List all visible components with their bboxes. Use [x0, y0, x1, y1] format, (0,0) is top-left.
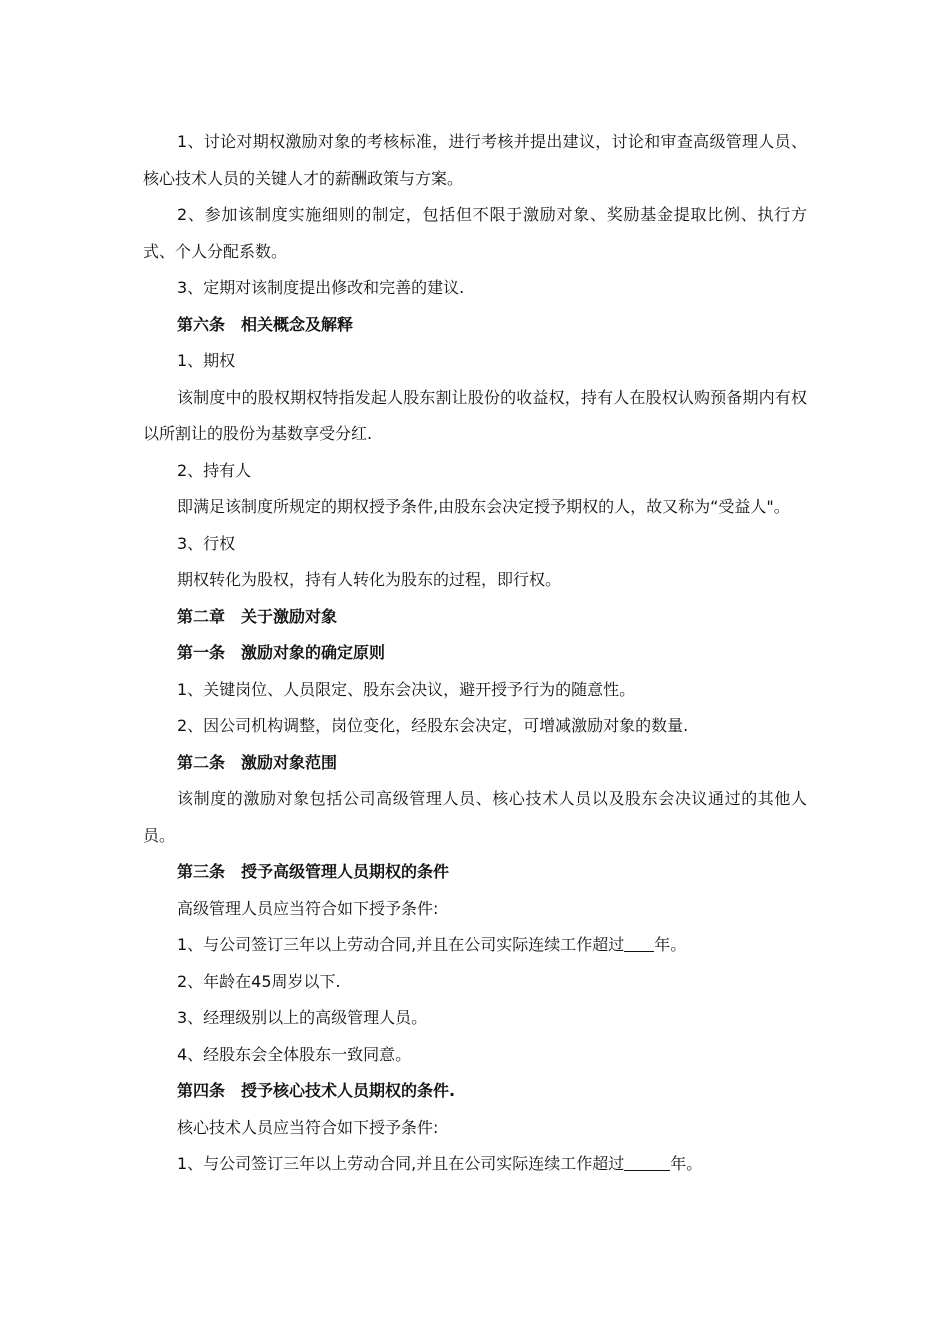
section-heading: 第六条 相关概念及解释 [177, 314, 354, 334]
paragraph: 核心技术人员应当符合如下授予条件: [177, 1117, 439, 1137]
paragraph: 即满足该制度所规定的期权授予条件,由股东会决定授予期权的人，故又称为“受益人"。 [177, 497, 790, 516]
paragraph: 2、因公司机构调整，岗位变化，经股东会决定，可增减激励对象的数量. [177, 716, 689, 735]
section-heading: 第四条 授予核心技术人员期权的条件. [177, 1081, 456, 1100]
paragraph: 2、参加该制度实施细则的制定，包括但不限于激励对象、奖励基金提取比例、执行方式、个人分配系数。 [143, 205, 807, 261]
paragraph: 2、持有人 [177, 460, 252, 480]
paragraph: 2、年龄在45周岁以下. [177, 971, 341, 991]
paragraph-with-blank [143, 927, 807, 964]
paragraph-text-after-blank: 年。 [654, 935, 687, 954]
section-heading: 第二章 关于激励对象 [177, 606, 338, 626]
paragraph: 1、讨论对期权激励对象的考核标准，进行考核并提出建议，讨论和审查高级管理人员、核心技术人员的关键人才的薪酬政策与方案。 [143, 132, 807, 188]
paragraph: 高级管理人员应当符合如下授予条件: [177, 898, 439, 918]
paragraph: 3、行权 [177, 533, 236, 553]
section-heading: 第一条 激励对象的确定原则 [177, 643, 386, 662]
paragraph-text-before-blank: 1、与公司签订三年以上劳动合同,并且在公司实际连续工作超过 [177, 1154, 625, 1173]
paragraph-text-after-blank: 年。 [670, 1154, 703, 1173]
section-heading: 第三条 授予高级管理人员期权的条件 [177, 862, 450, 881]
fill-in-blank-line [624, 1154, 670, 1171]
paragraph: 该制度的激励对象包括公司高级管理人员、核心技术人员以及股东会决议通过的其他人员。 [143, 789, 807, 845]
paragraph: 1、关键岗位、人员限定、股东会决议，避开授予行为的随意性。 [177, 679, 636, 699]
fill-in-blank-line [624, 935, 654, 952]
paragraph: 3、经理级别以上的高级管理人员。 [177, 1008, 428, 1027]
section-heading: 第二条 激励对象范围 [177, 752, 338, 772]
paragraph: 该制度中的股权期权特指发起人股东割让股份的收益权，持有人在股权认购预备期内有权以所割让的股份为基数享受分红. [143, 387, 807, 443]
paragraph-text-before-blank: 1、与公司签订三年以上劳动合同,并且在公司实际连续工作超过 [177, 935, 625, 954]
paragraph: 期权转化为股权，持有人转化为股东的过程，即行权。 [177, 570, 562, 589]
paragraph: 4、经股东会全体股东一致同意。 [177, 1044, 412, 1064]
document-page [143, 124, 807, 1183]
paragraph-with-blank [143, 1146, 807, 1183]
paragraph: 3、定期对该制度提出修改和完善的建议. [177, 278, 465, 297]
paragraph: 1、期权 [177, 351, 236, 370]
